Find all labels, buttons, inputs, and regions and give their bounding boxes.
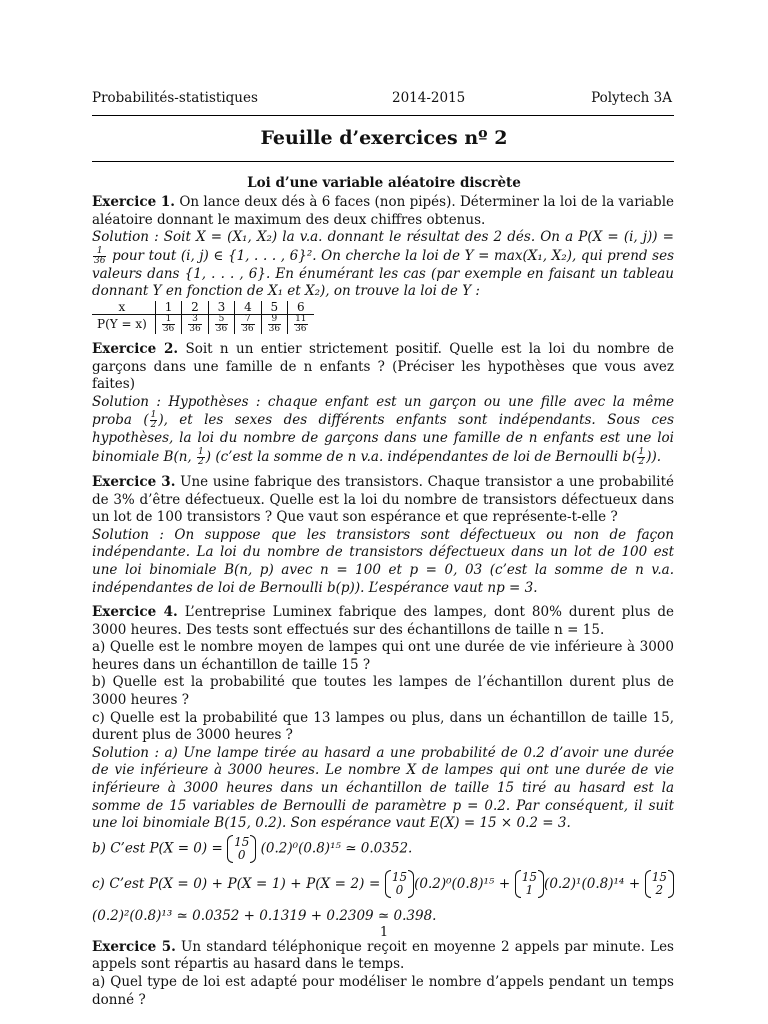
page-title: Feuille d’exercices nº 2 — [260, 127, 508, 149]
exercise-5-text: Un standard téléphonique reçoit en moyenne 2 appels par minute. Les appels sont répartis au hasard dans le temps. — [92, 938, 674, 973]
exercise-4-solution-b — [92, 836, 674, 862]
table-cell: 5 — [261, 301, 287, 315]
solution-2-part-c: ) (c’est la somme de n v.a. indépendantes de loi de Bernoulli b( — [205, 448, 637, 465]
table-cell: 4 — [235, 301, 261, 315]
exercise-3-label: Exercice 3. — [92, 473, 176, 490]
table-cell: 2 — [182, 301, 208, 315]
binomial-coefficient: 15 0 — [227, 836, 256, 862]
table-cell: 3 — [208, 301, 234, 315]
solution-2-part-d: )). — [646, 448, 662, 465]
exercise-5 — [92, 939, 674, 974]
exercise-3 — [92, 474, 674, 527]
exercise-2-text: Soit n un entier strictement positif. Quelle est la loi du nombre de garçons dans une famille de n enfants ? (Préciser les hypothèses que vous avez faites) — [92, 340, 675, 393]
header-rule — [92, 115, 674, 116]
table-header-x: x — [92, 301, 155, 315]
title-rule — [92, 161, 674, 162]
exercise-1 — [92, 194, 674, 229]
exercise-4-text: L’entreprise Luminex fabrique des lampes, dont 80% durent plus de 3000 heures. Des tests sont effectués sur des échantillons de taille n = 15. — [92, 604, 674, 638]
binomial-coefficient: 15 1 — [515, 871, 544, 897]
exercise-4-solution-c — [92, 868, 674, 932]
exercise-3-text: Une usine fabrique des transistors. Chaque transistor a une probabilité de 3% d’être défectueux. Quelle est la loi du nombre de transistors défectueux dans un lot de 100 transistors ? Que vaut son espérance et que représente-t-elle ? — [92, 473, 674, 526]
solution-4c-term-2: (0.2)¹(0.8)¹⁴ + — [544, 875, 641, 892]
exercise-1-text: On lance deux dés à 6 faces (non pipés). Déterminer la loi de la variable aléatoire donnant le maximum des deux chiffres obtenus. — [92, 194, 674, 228]
exercise-2 — [92, 341, 674, 394]
table-cell: $\frac{3}{36}$ — [182, 314, 208, 334]
header-class: Polytech 3A — [591, 90, 672, 106]
solution-4c-term-3: (0.2)²(0.8)¹³ ≃ 0.0352 + 0.1319 + 0.2309 ≃ 0.398. — [92, 907, 437, 924]
exercise-2-label: Exercice 2. — [92, 340, 179, 357]
exercise-body — [92, 194, 674, 1009]
page-header — [92, 90, 672, 108]
solution-4b-lead: b) C’est P(X = 0) = — [92, 840, 223, 857]
exercise-2-solution — [92, 394, 674, 467]
solution-2-part-b: ), et les sexes des différents enfants sont indépendants. Sous ces hypothèses, la loi du nombre de garçons dans une famille de n enfants est une loi binomiale B(n, — [92, 412, 674, 465]
table-cell: $\frac{7}{36}$ — [235, 314, 261, 334]
exercise-5-question-a: a) Quel type de loi est adapté pour modéliser le nombre d’appels pendant un temps donné ? — [92, 974, 674, 1008]
fraction: $\frac{1}{2}$ — [198, 446, 204, 467]
distribution-table — [92, 301, 314, 334]
exercise-1-solution — [92, 229, 674, 301]
table-cell: 6 — [288, 301, 314, 315]
solution-4b-result: (0.2)⁰(0.8)¹⁵ ≃ 0.0352. — [260, 840, 413, 857]
exercise-1-label: Exercice 1. — [92, 194, 176, 210]
header-course: Probabilités-statistiques — [92, 90, 258, 106]
table-cell: 1 — [155, 301, 181, 315]
solution-4c-lead: c) C’est P(X = 0) + P(X = 1) + P(X = 2) = — [92, 875, 381, 892]
binomial-coefficient: 15 0 — [385, 871, 414, 897]
exercise-4-question-b: b) Quelle est la probabilité que toutes les lampes de l’échantillon durent plus de 3000 heures ? — [92, 674, 674, 709]
table-cell: $\frac{1}{36}$ — [155, 314, 181, 334]
binomial-coefficient: 15 2 — [645, 871, 674, 897]
exercise-4-question-c: c) Quelle est la probabilité que 13 lampes ou plus, dans un échantillon de taille 15, durent plus de 3000 heures ? — [92, 709, 674, 744]
table-row — [92, 301, 314, 315]
header-year: 2014-2015 — [392, 90, 466, 106]
exercise-4-label: Exercice 4. — [92, 604, 178, 621]
solution-1-part-a: Solution : Soit X = (X₁, X₂) la v.a. donnant le résultat des 2 dés. On a P(X = (i, j)) = — [92, 229, 674, 246]
table-cell: $\frac{5}{36}$ — [208, 314, 234, 334]
exercise-4-solution-a: Solution : a) Une lampe tirée au hasard a une probabilité de 0.2 d’avoir une durée de vie inférieure à 3000 heures. Le nombre X de lampes qui ont une durée de vie inférieure à 3000 heures dans un échantillon de taille 15 tiré au hasard est la somme de 15 variables de Bernoulli de paramètre p = 0.2. Par conséquent, il suit une loi binomiale B(15, 0.2). Son espérance vaut E(X) = 15 × 0.2 = 3. — [92, 744, 674, 832]
solution-4c-term-1: (0.2)⁰(0.8)¹⁵ + — [414, 875, 511, 892]
table-row — [92, 314, 314, 334]
exercise-4 — [92, 604, 674, 639]
solution-1-part-b: pour tout (i, j) ∈ {1, . . . , 6}². On cherche la loi de Y = max(X₁, X₂), qui prend ses valeurs dans {1, . . . , 6}. En énumérant les cas (par exemple en faisant un tableau donnant Y en fonction de X₁ et X₂), on trouve la loi de Y : — [92, 247, 674, 300]
table-header-p: P(Y = x) — [92, 314, 155, 334]
exercise-3-solution: Solution : On suppose que les transistors sont défectueux ou non de façon indépendante. La loi du nombre de transistors défectueux dans un lot de 100 est une loi binomiale B(n, p) avec n = 100 et p = 0, 03 (c’est la somme de n v.a. indépendantes de loi de Bernoulli b(p)). L’espérance vaut np = 3. — [92, 526, 674, 596]
table-cell: $\frac{11}{36}$ — [288, 314, 314, 334]
section-title: Loi d’une variable aléatoire discrète — [247, 175, 521, 191]
exercise-5-label: Exercice 5. — [92, 938, 176, 955]
solution-2-part-a: Solution : Hypothèses : chaque enfant est un garçon ou une fille avec la même proba ( — [92, 393, 674, 429]
fraction: $\frac{1}{36}$ — [94, 245, 106, 266]
page-number: 1 — [379, 925, 389, 940]
fraction: $\frac{1}{2}$ — [150, 410, 157, 431]
fraction: $\frac{1}{2}$ — [638, 446, 645, 467]
table-cell: $\frac{9}{36}$ — [261, 314, 287, 334]
exercise-4-question-a: a) Quelle est le nombre moyen de lampes qui ont une durée de vie inférieure à 3000 heures dans un échantillon de taille 15 ? — [92, 639, 674, 673]
